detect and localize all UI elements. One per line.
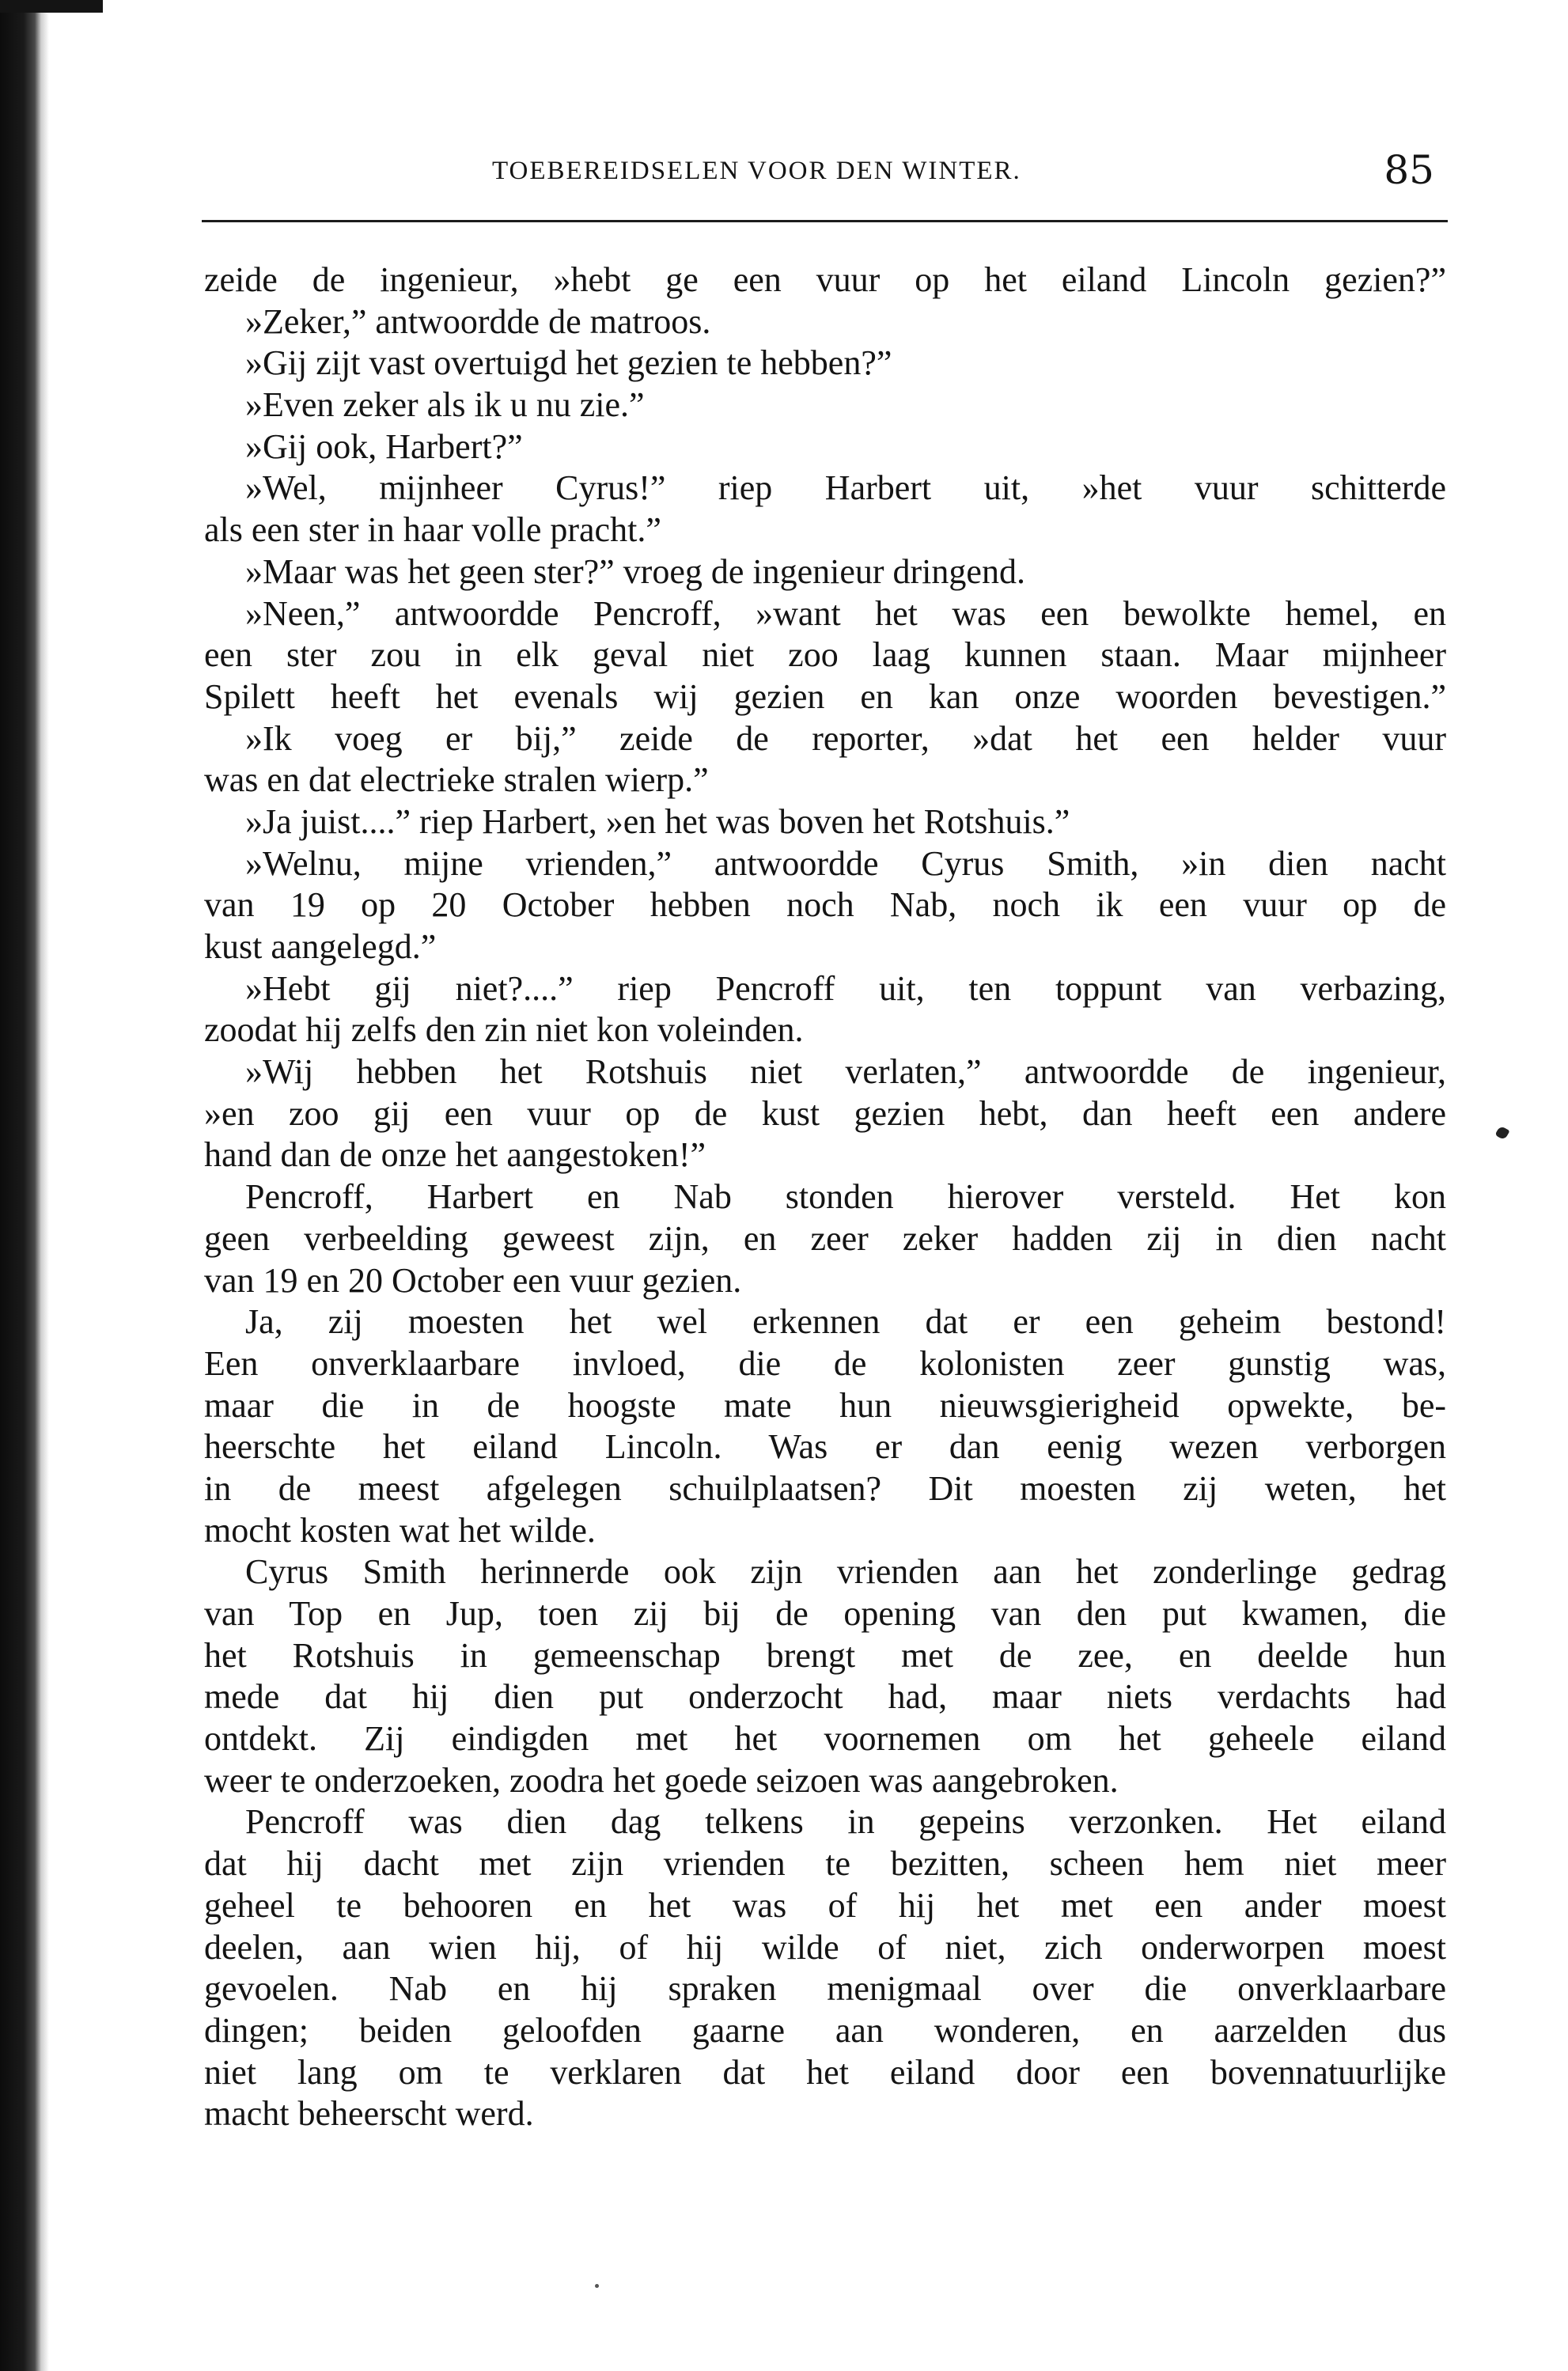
- text-line: Pencroff, Harbert en Nab stonden hierover versteld. Het kon: [245, 1177, 1446, 1217]
- text-line: mocht kosten wat het wilde.: [204, 1510, 596, 1550]
- text-line: was en dat electrieke stralen wierp.”: [204, 760, 709, 800]
- binding-top-corner: [0, 0, 103, 13]
- text-line: dat hij dacht met zijn vrienden te bezitten, scheen hem niet meer: [204, 1844, 1446, 1884]
- text-line: zeide de ingenieur, »hebt ge een vuur op het eiland Lincoln gezien?”: [204, 260, 1446, 299]
- text-line: mede dat hij dien put onderzocht had, maar niets verdachts had: [204, 1677, 1446, 1717]
- text-line: van Top en Jup, toen zij bij de opening van den put kwamen, die: [204, 1594, 1446, 1633]
- text-line: »Neen,” antwoordde Pencroff, »want het was een bewolkte hemel, en: [245, 593, 1446, 633]
- text-line: »Maar was het geen ster?” vroeg de ingenieur dringend.: [245, 551, 1025, 591]
- text-line: zoodat hij zelfs den zin niet kon voleinden.: [204, 1010, 804, 1050]
- text-line: ontdekt. Zij eindigden met het voornemen om het geheele eiland: [204, 1719, 1446, 1759]
- text-line: Spilett heeft het evenals wij gezien en kan onze woorden bevestigen.”: [204, 676, 1446, 716]
- text-line: Een onverklaarbare invloed, die de kolonisten zeer gunstig was,: [204, 1343, 1446, 1383]
- text-line: »Welnu, mijne vrienden,” antwoordde Cyrus Smith, »in dien nacht: [245, 843, 1446, 883]
- text-line: heerschte het eiland Lincoln. Was er dan eenig wezen verborgen: [204, 1427, 1446, 1467]
- ink-smudge: [1494, 1125, 1509, 1140]
- page-binding-edge: [0, 0, 52, 2371]
- text-line: »Wij hebben het Rotshuis niet verlaten,” antwoordde de ingenieur,: [245, 1052, 1446, 1092]
- text-line: »Gij zijt vast overtuigd het gezien te hebben?”: [245, 343, 892, 383]
- text-line: Pencroff was dien dag telkens in gepeins verzonken. Het eiland: [245, 1802, 1446, 1842]
- text-line: »Hebt gij niet?....” riep Pencroff uit, ten toppunt van verbazing,: [245, 968, 1446, 1008]
- header-rule: [202, 220, 1448, 222]
- text-line: »Ja juist....” riep Harbert, »en het was boven het Rotshuis.”: [245, 801, 1070, 841]
- text-line: »Zeker,” antwoordde de matroos.: [245, 301, 711, 341]
- text-line: maar die in de hoogste mate hun nieuwsgierigheid opwekte, be-: [204, 1385, 1446, 1425]
- body-text: [204, 259, 1446, 2135]
- running-title: TOEBEREIDSELEN VOOR DEN WINTER.: [492, 157, 1021, 185]
- text-line: in de meest afgelegen schuilplaatsen? Dit moesten zij weten, het: [204, 1468, 1446, 1508]
- text-line: kust aangelegd.”: [204, 927, 437, 966]
- text-line: »Even zeker als ik u nu zie.”: [245, 385, 645, 425]
- text-line: geheel te behooren en het was of hij het met een ander moest: [204, 1885, 1446, 1925]
- text-line: het Rotshuis in gemeenschap brengt met de zee, en deelde hun: [204, 1635, 1446, 1675]
- text-line: hand dan de onze het aangestoken!”: [204, 1135, 706, 1175]
- binding-shadow: [0, 11, 49, 2371]
- text-line: dingen; beiden geloofden gaarne aan wonderen, en aarzelden dus: [204, 2010, 1446, 2050]
- text-line: gevoelen. Nab en hij spraken menigmaal over die onverklaarbare: [204, 1969, 1446, 2009]
- running-head: [202, 147, 1444, 198]
- text-line: een ster zou in elk geval niet zoo laag kunnen staan. Maar mijnheer: [204, 635, 1446, 675]
- text-line: macht beheerscht werd.: [204, 2094, 534, 2134]
- page-number: 85: [1384, 147, 1434, 193]
- text-line: van 19 en 20 October een vuur gezien.: [204, 1260, 742, 1300]
- text-line: »en zoo gij een vuur op de kust gezien hebt, dan heeft een andere: [204, 1093, 1446, 1133]
- text-line: van 19 op 20 October hebben noch Nab, noch ik een vuur op de: [204, 885, 1446, 925]
- text-line: Cyrus Smith herinnerde ook zijn vrienden aan het zonderlinge gedrag: [245, 1552, 1446, 1592]
- text-line: als een ster in haar volle pracht.”: [204, 510, 661, 550]
- text-line: »Gij ook, Harbert?”: [245, 426, 523, 466]
- text-line: geen verbeelding geweest zijn, en zeer zeker hadden zij in dien nacht: [204, 1218, 1446, 1258]
- text-line: »Wel, mijnheer Cyrus!” riep Harbert uit, »het vuur schitterde: [245, 468, 1446, 508]
- text-line: niet lang om te verklaren dat het eiland door een bovennatuurlijke: [204, 2052, 1446, 2092]
- text-line: Ja, zij moesten het wel erkennen dat er een geheim bestond!: [245, 1302, 1446, 1342]
- text-line: deelen, aan wien hij, of hij wilde of niet, zich onderworpen moest: [204, 1927, 1446, 1967]
- paper-speck: [595, 2284, 599, 2288]
- text-line: »Ik voeg er bij,” zeide de reporter, »dat het een helder vuur: [245, 718, 1446, 758]
- text-line: weer te onderzoeken, zoodra het goede seizoen was aangebroken.: [204, 1760, 1119, 1800]
